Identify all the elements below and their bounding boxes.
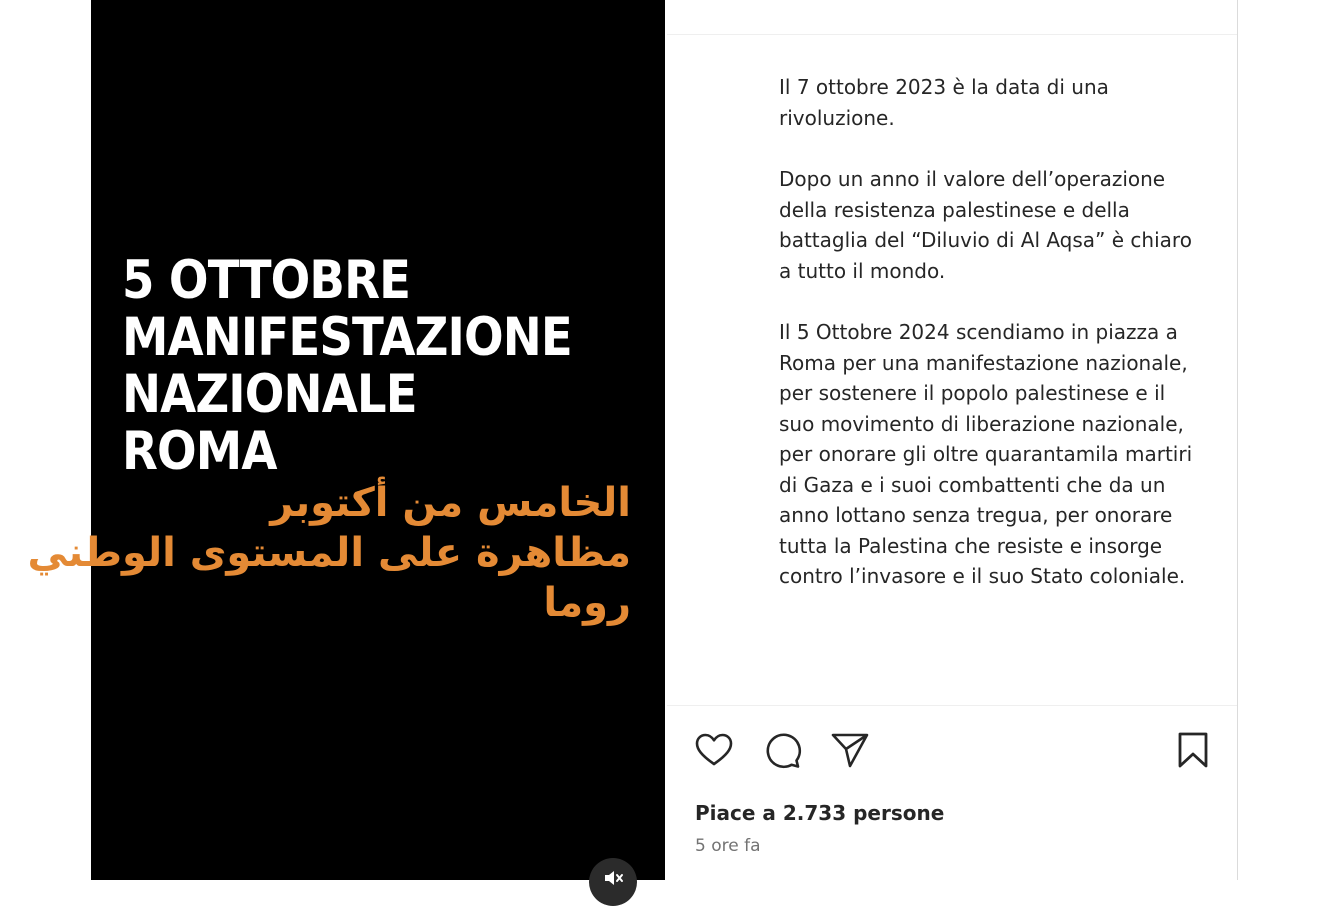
header-divider [667,34,1237,35]
save-button[interactable] [1173,730,1213,770]
like-button[interactable] [694,730,734,770]
actions-divider [667,705,1237,706]
arabic-line: روما [543,580,631,626]
arabic-line: مظاهرة على المستوى الوطني [27,530,631,576]
likes-count[interactable]: Piace a 2.733 persone [695,801,945,825]
post-timestamp[interactable]: 5 ore fa [695,836,761,856]
mute-button[interactable] [589,858,637,906]
post-side-panel [667,0,1238,880]
speaker-muted-icon [603,870,623,886]
caption-paragraph: Il 7 ottobre 2023 è la data di una rivoluzione. [779,75,1109,130]
arabic-line: الخامس من أكتوبر [270,480,631,526]
post-media[interactable] [27,0,665,880]
poster-arabic-text [28,478,631,628]
bookmark-icon [1177,731,1209,769]
headline-line: 5 OTTOBRE [122,250,411,311]
caption-paragraph: Dopo un anno il valore dell’operazione della resistenza palestinese e della battaglia del “Diluvio di Al Aqsa” è chiaro a tutto il mondo. [779,167,1192,283]
comment-icon [763,731,801,769]
headline-line: NAZIONALE [122,364,417,425]
headline-line: ROMA [122,421,277,482]
share-button[interactable] [830,730,870,770]
post-caption [779,72,1199,702]
comment-button[interactable] [762,730,802,770]
heart-icon [695,733,733,767]
caption-paragraph: Il 5 Ottobre 2024 scendiamo in piazza a Roma per una manifestazione nazionale, per sostenere il popolo palestinese e il suo movimento di liberazione nazionale, per onorare gli oltre quarantamila martiri di Gaza e i suoi combattenti che da un anno lottano senza tregua, per onorare tutta la Palestina che resiste e insorge contro l’invasore e il suo Stato coloniale. [779,320,1193,588]
headline-line: MANIFESTAZIONE [122,307,572,368]
poster-headline [122,252,572,480]
share-icon [831,732,869,768]
